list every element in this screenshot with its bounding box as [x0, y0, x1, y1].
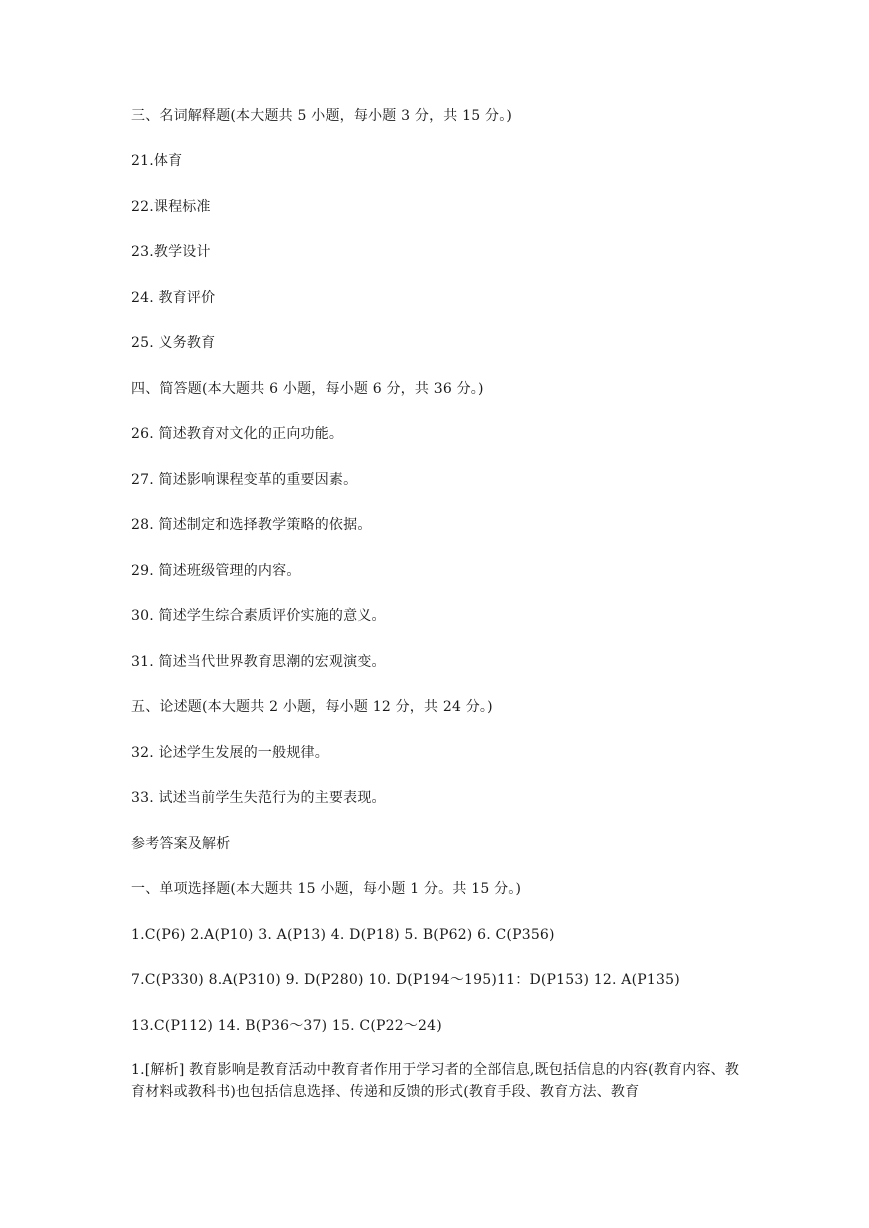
answer-row-2: 7.C(P330) 8.A(P310) 9. D(P280) 10. D(P194～195)11：D(P153) 12. A(P135): [131, 972, 680, 988]
question-item-30: 30. 简述学生综合素质评价实施的意义。: [131, 608, 386, 624]
question-item-31: 31. 简述当代世界教育思潮的宏观演变。: [131, 654, 386, 670]
answer-row-1: 1.C(P6) 2.A(P10) 3. A(P13) 4. D(P18) 5. B(P62) 6. C(P356): [131, 927, 555, 943]
answer-row-3: 13.C(P112) 14. B(P36～37) 15. C(P22～24): [131, 1018, 442, 1034]
term-item-23: 23.教学设计: [131, 244, 211, 260]
question-item-27: 27. 简述影响课程变革的重要因素。: [131, 472, 358, 488]
answers-section-1-heading: 一、单项选择题(本大题共 15 小题，每小题 1 分。共 15 分。): [131, 881, 522, 897]
answers-title: 参考答案及解析: [131, 836, 231, 852]
term-item-21: 21.体育: [131, 153, 183, 169]
section-5-heading: 五、论述题(本大题共 2 小题，每小题 12 分，共 24 分。): [131, 699, 493, 715]
essay-item-33: 33. 试述当前学生失范行为的主要表现。: [131, 790, 386, 806]
explanation-paragraph-1: 1.[解析] 教育影响是教育活动中教育者作用于学习者的全部信息,既包括信息的内容(教育内容、教育材料或教科书)也包括信息选择、传递和反馈的形式(教育手段、教育方法、教育: [131, 1062, 740, 1100]
section-4-heading: 四、简答题(本大题共 6 小题，每小题 6 分，共 36 分。): [131, 381, 484, 397]
term-item-24: 24. 教育评价: [131, 290, 216, 306]
term-item-25: 25. 义务教育: [131, 335, 216, 351]
section-3-heading: 三、名词解释题(本大题共 5 小题，每小题 3 分，共 15 分。): [131, 108, 513, 124]
term-item-22: 22.课程标准: [131, 199, 211, 215]
question-item-29: 29. 简述班级管理的内容。: [131, 563, 301, 579]
question-item-26: 26. 简述教育对文化的正向功能。: [131, 426, 344, 442]
question-item-28: 28. 简述制定和选择教学策略的依据。: [131, 517, 372, 533]
essay-item-32: 32. 论述学生发展的一般规律。: [131, 745, 329, 761]
